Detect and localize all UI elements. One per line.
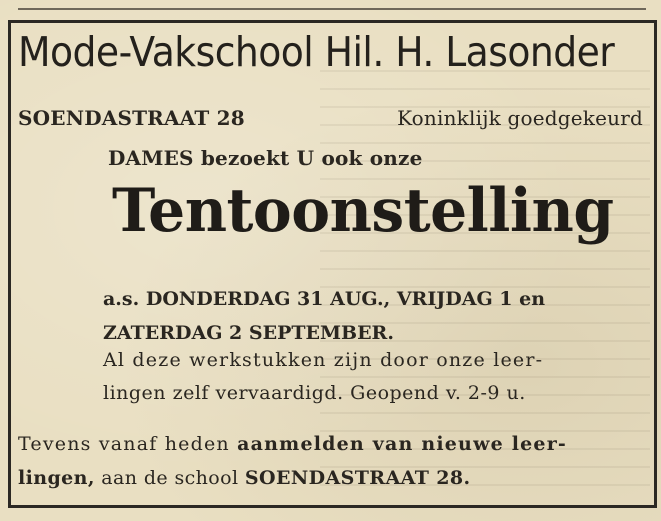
details-line-1: Al deze werkstukken zijn door onze leer-	[103, 349, 544, 371]
registration-notice	[18, 427, 646, 495]
registration-line-2-b: aan de school	[94, 467, 245, 489]
invitation-text: DAMES bezoekt U ook onze	[108, 146, 423, 170]
registration-line-1-b: aanmelden van nieuwe leer-	[237, 433, 568, 455]
address-text: SOENDASTRAAT 28	[18, 106, 245, 130]
exhibition-details	[103, 344, 643, 410]
registration-line-1	[18, 427, 646, 461]
approval-text: Koninklijk goedgekeurd	[397, 106, 643, 130]
school-title: Mode-Vakschool Hil. H. Lasonder	[18, 28, 615, 76]
registration-line-2-c: SOENDASTRAAT 28.	[244, 467, 471, 489]
details-line-2: lingen zelf vervaardigd. Geopend v. 2-9 u.	[103, 382, 526, 404]
registration-line-2	[18, 461, 646, 495]
dates-line-1: a.s. DONDERDAG 31 AUG., VRIJDAG 1 en	[103, 288, 546, 310]
top-cut-rule	[18, 8, 646, 10]
registration-line-1-a: Tevens vanaf heden	[18, 433, 238, 455]
exhibition-dates	[103, 282, 545, 350]
bottom-rule	[10, 505, 657, 508]
registration-line-2-a: lingen,	[18, 467, 95, 489]
exhibition-headline: Tentoonstelling	[112, 176, 614, 246]
dates-line-2: ZATERDAG 2 SEPTEMBER.	[103, 322, 394, 344]
